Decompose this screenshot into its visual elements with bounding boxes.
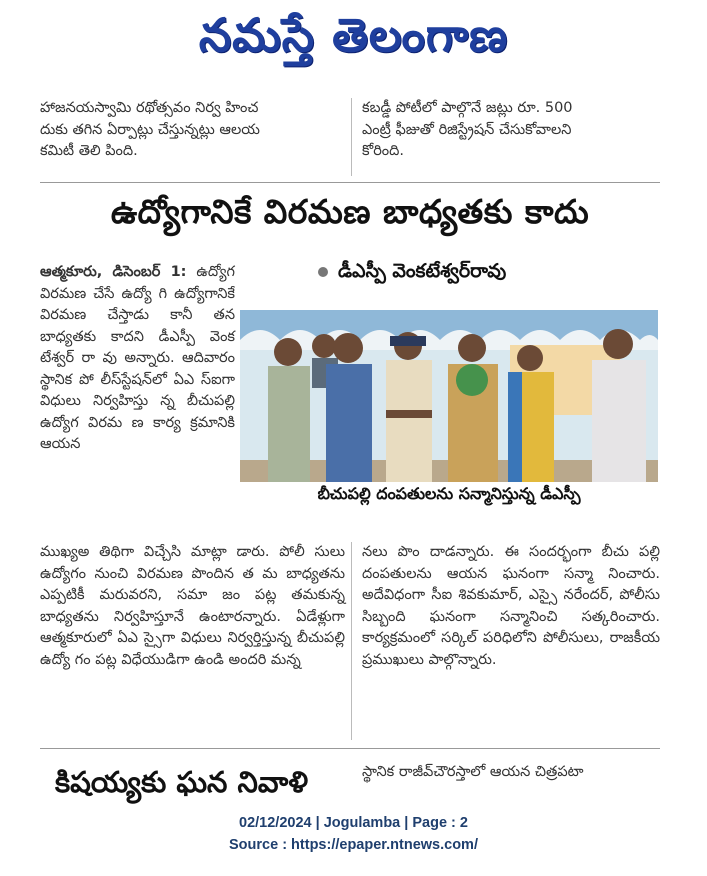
article-body-narrow (40, 262, 235, 456)
text-line: కమిటీ తెలి పింది. (40, 143, 138, 159)
section-divider (40, 748, 660, 749)
footer (0, 812, 707, 856)
article-photo (240, 310, 658, 482)
next-article-headline: కిషయ్యకు ఘన నివాళి (55, 765, 309, 799)
section-divider (40, 182, 660, 183)
photo-caption: బీచుపల్లి దంపతులను సన్మానిస్తున్న డీఎస్పీ (317, 484, 581, 503)
text-line: హాజనయస్వామి రథోత్సవం నిర్వ హించ (40, 100, 259, 116)
article-text: ఉద్యోగ విరమణ చేసే ఉద్యో గి ఉద్యోగానికే విరమణ చేస్తాడు కానీ తన బాధ్యతకు కాదని డీఎస్పీ వెంక టేశ్వర్ రా వు అన్నారు. ఆదివారం స్థానిక పో లీస్‌స్టేషన్‌లో ఏఎ స్‌ఐగా విధులు నిర్వహిస్తు న్న బీచుపల్లి ఉద్యోగ విరమ ణ కార్య క్రమానికి ఆయన (40, 264, 235, 452)
previous-article-right (362, 98, 660, 176)
article-body-wide: ముఖ్యఅ తిథిగా విచ్చేసి మాట్లా డారు. పోలీ సులు ఉద్యోగం నుంచి విరమణ పొందిన త మ బాధ్యతను ఎప్పటికీ మరువరని, సమా జం పట్ల తమకున్న బాధ్యతను నిర్వహిస్తూనే ఉంటారన్నారు. ఏడేళ్లుగా ఆత్మకూరులో ఏఎ స్సైగా విధులు నిర్వర్తిస్తున్న బీచుపల్లి ఉద్యో గం పట్ల విధేయుడిగా ఉండి అందరి మన్న (40, 544, 345, 668)
bullet-icon (318, 267, 328, 277)
dateline: ఆత్మకూరు, డిసెంబర్ 1: (40, 264, 187, 280)
group-photo-illustration (240, 310, 658, 482)
next-article-text: స్థానిక రాజీవ్‌చౌరస్తాలో ఆయన చిత్రపటా (362, 764, 584, 780)
footer-source: Source : https://epaper.ntnews.com/ (229, 837, 478, 853)
footer-date-edition: 02/12/2024 | Jogulamba | Page : 2 (239, 815, 468, 831)
text-line: కబడ్డీ పోటీలో పాల్గొనే జట్లు రూ. 500 (362, 100, 573, 116)
article-headline: ఉద్యోగానికే విరమణ బాధ్యతకు కాదు (110, 192, 590, 231)
text-line: దుకు తగిన ఏర్పాట్లు చేస్తున్నట్లు ఆలయ (40, 121, 260, 138)
column-divider (351, 98, 352, 176)
newspaper-title: నమస్తే తెలంగాణ (198, 8, 509, 62)
sub-heading (318, 260, 658, 287)
text-line: ఎంట్రీ ఫీజుతో రిజిస్ట్రేషన్ చేసుకోవాలని (362, 121, 572, 138)
text-line: కోరింది. (362, 143, 404, 159)
previous-article-left (40, 98, 340, 176)
column-divider (351, 542, 352, 740)
sub-heading-text: డీఎస్పీ వెంకటేశ్వర్‌రావు (338, 260, 507, 282)
masthead (0, 0, 707, 80)
article-body-right: నలు పొం దాడన్నారు. ఈ సందర్భంగా బీచు పల్లి దంపతులను ఆయన ఘనంగా సన్మా నించారు. అదేవిధంగా సీఐ శివకుమార్, ఎస్సై నరేందర్, పోలీసు సిబ్బంది ఘనంగా సన్మానించి సత్కరించారు. కార్యక్రమంలో సర్కిల్ పరిధిలోని పోలీసులు, రాజకీయ ప్రముఖులు పాల్గొన్నారు. (362, 544, 660, 668)
